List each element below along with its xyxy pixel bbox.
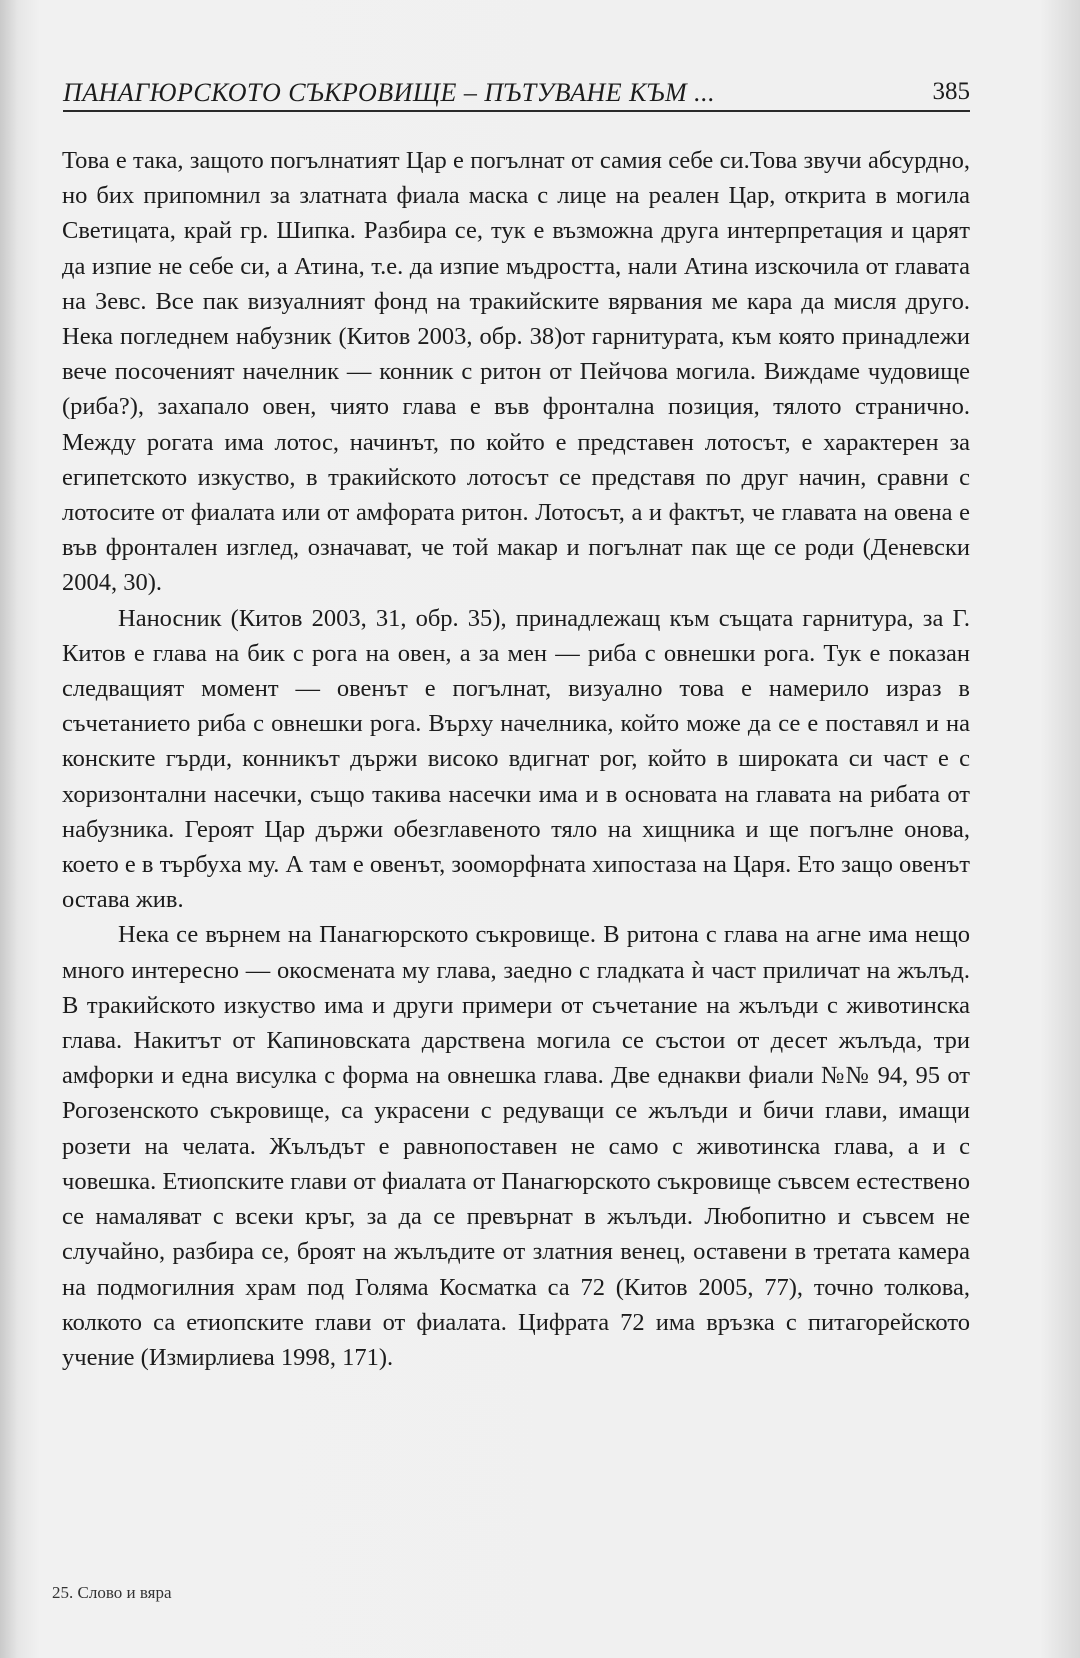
paragraph-3: Нека се върнем на Панагюрското съкровище. В ритона с глава на агне има нещо много интересно — окосмената му глава, заедно с гладката ѝ част приличат на жълъд. В тракийското изкуство има и други примери от съчетание на жълъди с животинска глава. Накитът от Капиновската дарствена могила се състои от десет жълъда, три амфорки и една висулка с форма на овнешка глава. Две еднакви фиали №№ 94, 95 от Рогозенското съкровище, са украсени с редуващи се жълъди и бичи глави, имащи розети на челата. Жълъдът е равнопоставен не само с животинска глава, а и с човешка. Етиопските глави от фиалата от Панагюрското съкровище съвсем естествено се намаляват с всеки кръг, за да се превърнат в жълъди. Любопитно и съвсем не случайно, разбира се, броят на жълъдите от златния венец, оставени в третата камера на подмогилния храм под Голяма Косматка са 72 (Китов 2005, 77), точно толкова, колкото са етиопските глави от фиалата. Цифрата 72 има връзка с питагорейското учение (Измирлиева 1998, 171). [62,921,970,1371]
running-header [63,78,970,112]
page-number: 385 [932,78,970,105]
body-text [62,143,970,1375]
running-title: ПАНАГЮРСКОТО СЪКРОВИЩЕ – ПЪТУВАНЕ КЪМ ... [63,78,716,107]
printer-signature: 25. Слово и вяра [52,1583,172,1602]
paragraph-2: Наносник (Китов 2003, 31, обр. 35), принадлежащ към същата гарнитура, за Г. Китов е глава на бик с рога на овен, а за мен — риба с овнешки рога. Тук е показан следващият момент — овенът е погълнат, визуално това е намерило израз в съчетанието риба с овнешки рога. Върху начелника, който може да се е поставял и на конските гърди, конникът държи високо вдигнат рог, който в широката си част е с хоризонтални насечки, също такива насечки има и в основата на главата на рибата от набузника. Героят Цар държи обезглавеното тяло на хищника и ще погълне онова, което е в търбуха му. А там е овенът, зооморфната хипостаза на Царя. Ето защо овенът остава жив. [62,604,970,914]
paragraph-1: Това е така, защото погълнатият Цар е погълнат от самия себе си.Това звучи абсурдно, но бих припомнил за златната фиала маска с лице на реален Цар, открита в могила Светицата, край гр. Шипка. Разбира се, тук е възможна друга интерпретация и царят да изпие не себе си, а Атина, т.е. да изпие мъдростта, нали Атина изскочила от главата на Зевс. Все пак визуалният фонд на тракийските вярвания ме кара да мисля друго. Нека погледнем набузник (Китов 2003, обр. 38)от гарнитурата, към която принадлежи вече посоченият начелник — конник с ритон от Пейчова могила. Виждаме чудовище (риба?), захапало овен, чиято глава е във фронтална позиция, тялото странично. Между рогата има лотос, начинът, по който е представен лотосът, е характерен за египетското изкуство, в тракийското лотосът се представя по друг начин, сравни с лотосите от фиалата или от амфората ритон. Лотосът, а и фактът, че главата на овена е във фронтален изглед, означават, че той макар и погълнат пак ще се роди (Деневски 2004, 30). [62,147,970,597]
